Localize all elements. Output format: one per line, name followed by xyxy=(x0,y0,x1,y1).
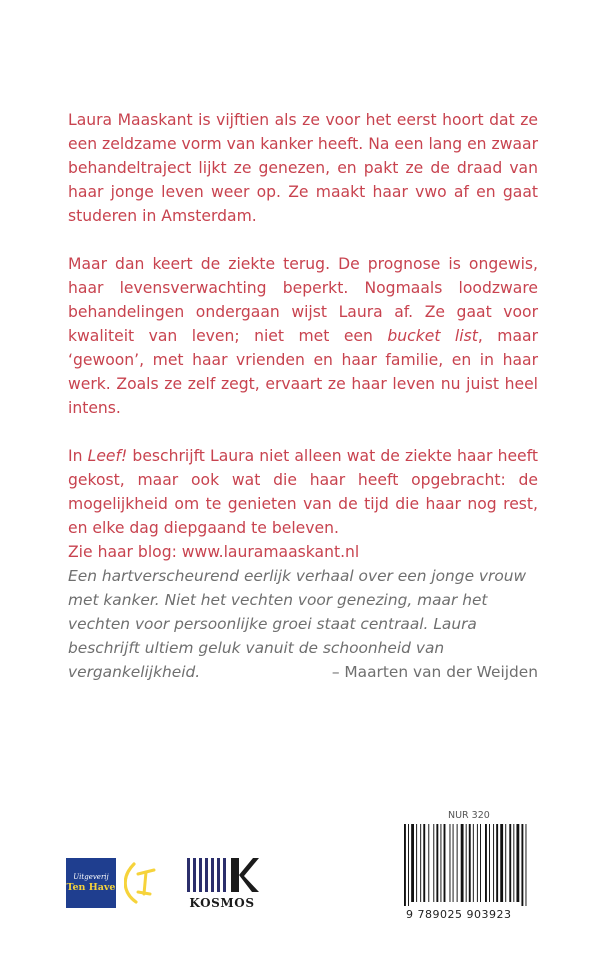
kosmos-name: KOSMOS xyxy=(189,896,255,910)
barcode-bar xyxy=(477,824,478,902)
barcode-bar xyxy=(428,824,429,902)
barcode-bar xyxy=(505,824,506,902)
barcode-bar xyxy=(509,824,511,902)
publisher-label: Uitgeverij xyxy=(73,873,109,881)
barcode-bar xyxy=(461,824,464,902)
book-title-emphasis: Leef! xyxy=(87,447,128,465)
blurb-p2-part-a: Maar dan keert de ziekte terug. De prognose is ongewis, haar levensverwachting beperkt. Nogmaals loodzware behandelingen ondergaan wijst Laura af. Ze gaat voor kwaliteit van leven; niet met een xyxy=(68,255,538,345)
blurb-paragraph-3 xyxy=(68,444,538,564)
ten-have-logo xyxy=(66,858,116,908)
barcode-bar xyxy=(485,824,487,902)
blurb-p3-part-a: In xyxy=(68,447,88,465)
barcode-bar xyxy=(433,824,434,902)
barcode-bar xyxy=(457,824,458,902)
nur-code: NUR 320 xyxy=(448,810,490,821)
barcode-bar xyxy=(408,824,409,906)
barcode-bar xyxy=(444,824,446,902)
barcode-bar xyxy=(453,824,454,902)
blog-line: Zie haar blog: www.lauramaaskant.nl xyxy=(68,543,360,561)
barcode-bar xyxy=(450,824,451,902)
blurb-p2-part-b: , maar ‘gewoon’, met haar vrienden en haar familie, en in haar werk. Zoals ze zelf zegt, ervaart ze haar leven nu juist heel intens. xyxy=(68,327,538,417)
barcode-bar xyxy=(516,824,519,902)
blurb-p3-part-b: beschrijft Laura niet alleen wat de ziekte haar heeft gekost, maar ook wat die haar heeft opgebracht: de mogelijkheid om te genieten van de tijd die haar nog rest, en elke dag diepgaand te beleven. xyxy=(68,447,538,537)
barcode-bar xyxy=(466,824,467,902)
barcode-bar xyxy=(496,824,498,902)
barcode-bar xyxy=(404,824,406,906)
endorsement-quote: Een hartverscheurend eerlijk verhaal over een jonge vrouw met kanker. Niet het vechten voor genezing, maar het vechten voor persoonlijke groei staat centraal. Laura beschrijft ultiem geluk vanuit de schoonheid van vergankelijkheid. xyxy=(68,567,527,681)
barcode-bar xyxy=(416,824,417,902)
ten-have-mark-icon xyxy=(124,858,164,908)
endorsement-author: – Maarten van der Weijden xyxy=(331,663,538,681)
barcode-bar xyxy=(423,824,425,902)
barcode-bar xyxy=(436,824,438,902)
barcode-bar xyxy=(526,824,527,906)
barcode-bar xyxy=(521,824,523,906)
barcode-bar xyxy=(493,824,494,902)
isbn-number: 9 789025 903923 xyxy=(406,908,512,921)
barcode-bar xyxy=(411,824,414,902)
barcode-bar xyxy=(513,824,514,902)
barcode-bar xyxy=(480,824,481,902)
blurb-paragraph-1: Laura Maaskant is vijftien als ze voor het eerst hoort dat ze een zeldzame vorm van kanker heeft. Na een lang en zwaar behandeltraject lijkt ze genezen, en pakt ze de draad van haar jonge leven weer op. Ze maakt haar vwo af en gaat studeren in Amsterdam. xyxy=(68,111,538,225)
barcode-bar xyxy=(420,824,421,902)
book-blurb xyxy=(68,108,538,564)
barcode-bar xyxy=(440,824,441,902)
blurb-p2-emphasis: bucket list xyxy=(387,327,478,345)
isbn-barcode xyxy=(402,824,532,906)
barcode-bar xyxy=(469,824,471,902)
blurb-paragraph-2 xyxy=(68,252,538,420)
barcode-bar xyxy=(489,824,490,902)
barcode-bar xyxy=(473,824,474,902)
barcode-bar xyxy=(500,824,503,902)
publisher-name: Ten Have xyxy=(66,882,116,893)
